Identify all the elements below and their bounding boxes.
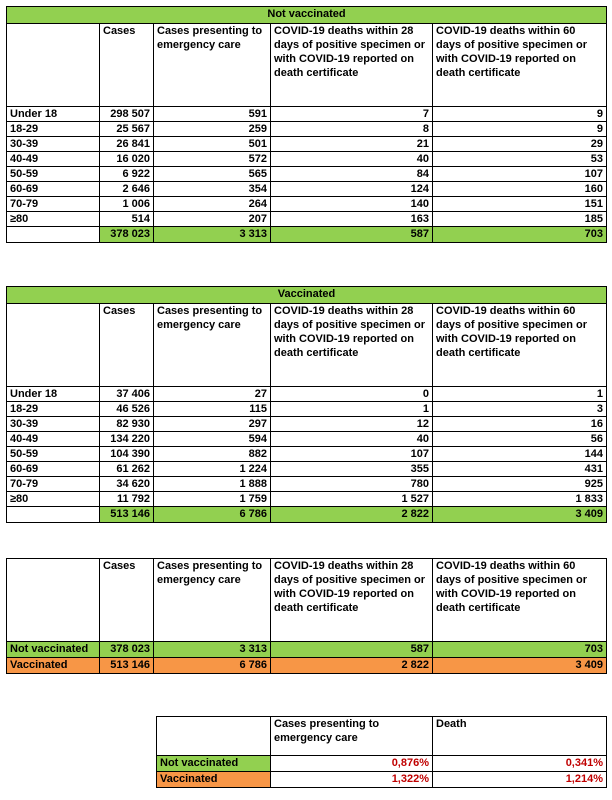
deaths-60-cell: 9 xyxy=(433,107,607,122)
deaths-60-cell: 56 xyxy=(433,432,607,447)
deaths-60-cell: 3 xyxy=(433,402,607,417)
emergency-cell: 591 xyxy=(154,107,271,122)
cases-cell: 34 620 xyxy=(100,477,154,492)
cases-cell: 1 006 xyxy=(100,197,154,212)
emergency-cell: 27 xyxy=(154,387,271,402)
deaths-28-cell: 1 xyxy=(271,402,433,417)
deaths-60-cell: 29 xyxy=(433,137,607,152)
emergency-cell: 207 xyxy=(154,212,271,227)
emergency-cell: 1 759 xyxy=(154,492,271,507)
cases-cell: 61 262 xyxy=(100,462,154,477)
deaths-28-cell: 780 xyxy=(271,477,433,492)
emergency-cell: 297 xyxy=(154,417,271,432)
col-header-emergency: Cases presenting to emergency care xyxy=(154,24,271,107)
deaths-60-cell: 107 xyxy=(433,167,607,182)
deaths-60-cell: 1 xyxy=(433,387,607,402)
summary-label-vaccinated: Vaccinated xyxy=(7,658,100,674)
deaths-28-cell: 1 527 xyxy=(271,492,433,507)
rates-label-vaccinated: Vaccinated xyxy=(157,772,271,788)
emergency-cell: 1 224 xyxy=(154,462,271,477)
emergency-cell: 354 xyxy=(154,182,271,197)
cases-cell: 6 922 xyxy=(100,167,154,182)
summary-label-not-vaccinated: Not vaccinated xyxy=(7,642,100,658)
cases-cell: 134 220 xyxy=(100,432,154,447)
summary-deaths-28: 2 822 xyxy=(271,658,433,674)
emergency-cell: 882 xyxy=(154,447,271,462)
deaths-28-cell: 21 xyxy=(271,137,433,152)
cases-cell: 16 020 xyxy=(100,152,154,167)
deaths-60-cell: 185 xyxy=(433,212,607,227)
rates-corner-cell xyxy=(157,717,271,756)
cases-cell: 11 792 xyxy=(100,492,154,507)
deaths-28-cell: 84 xyxy=(271,167,433,182)
deaths-60-cell: 16 xyxy=(433,417,607,432)
deaths-60-cell: 53 xyxy=(433,152,607,167)
age-label: 50-59 xyxy=(7,447,100,462)
emergency-cell: 1 888 xyxy=(154,477,271,492)
age-label: 30-39 xyxy=(7,137,100,152)
deaths-60-cell: 1 833 xyxy=(433,492,607,507)
age-label: Under 18 xyxy=(7,387,100,402)
total-deaths-28: 2 822 xyxy=(271,507,433,523)
age-label: 40-49 xyxy=(7,432,100,447)
age-label: 60-69 xyxy=(7,462,100,477)
rates-header-death: Death xyxy=(433,717,607,756)
age-label: 50-59 xyxy=(7,167,100,182)
total-label-cell xyxy=(7,227,100,243)
cases-cell: 82 930 xyxy=(100,417,154,432)
summary-deaths-28: 587 xyxy=(271,642,433,658)
deaths-60-cell: 144 xyxy=(433,447,607,462)
col-header-cases: Cases xyxy=(100,24,154,107)
rates-emergency-value: 0,876% xyxy=(271,756,433,772)
emergency-cell: 259 xyxy=(154,122,271,137)
total-deaths-60: 3 409 xyxy=(433,507,607,523)
vaccinated-table xyxy=(6,286,607,523)
cases-cell: 26 841 xyxy=(100,137,154,152)
age-label: Under 18 xyxy=(7,107,100,122)
rates-table xyxy=(156,716,607,788)
col-header-cases: Cases xyxy=(100,559,154,642)
total-cases: 378 023 xyxy=(100,227,154,243)
vaccinated-title: Vaccinated xyxy=(7,287,607,304)
cases-cell: 37 406 xyxy=(100,387,154,402)
total-cases: 513 146 xyxy=(100,507,154,523)
deaths-28-cell: 40 xyxy=(271,432,433,447)
rates-death-value: 1,214% xyxy=(433,772,607,788)
col-header-emergency: Cases presenting to emergency care xyxy=(154,304,271,387)
summary-deaths-60: 703 xyxy=(433,642,607,658)
age-label: 70-79 xyxy=(7,477,100,492)
cases-cell: 104 390 xyxy=(100,447,154,462)
rates-header-emergency: Cases presenting to emergency care xyxy=(271,717,433,756)
age-label: 30-39 xyxy=(7,417,100,432)
not-vaccinated-title: Not vaccinated xyxy=(7,7,607,24)
corner-cell xyxy=(7,304,100,387)
deaths-28-cell: 107 xyxy=(271,447,433,462)
deaths-28-cell: 8 xyxy=(271,122,433,137)
summary-emergency: 6 786 xyxy=(154,658,271,674)
summary-deaths-60: 3 409 xyxy=(433,658,607,674)
deaths-60-cell: 925 xyxy=(433,477,607,492)
total-emergency: 6 786 xyxy=(154,507,271,523)
not-vaccinated-table xyxy=(6,6,607,243)
col-header-deaths-28: COVID-19 deaths within 28 days of positive specimen or with COVID-19 reported on death certificate xyxy=(271,304,433,387)
deaths-28-cell: 12 xyxy=(271,417,433,432)
deaths-28-cell: 140 xyxy=(271,197,433,212)
cases-cell: 2 646 xyxy=(100,182,154,197)
total-emergency: 3 313 xyxy=(154,227,271,243)
corner-cell xyxy=(7,24,100,107)
rates-death-value: 0,341% xyxy=(433,756,607,772)
emergency-cell: 572 xyxy=(154,152,271,167)
summary-table xyxy=(6,558,607,674)
emergency-cell: 594 xyxy=(154,432,271,447)
deaths-60-cell: 9 xyxy=(433,122,607,137)
deaths-28-cell: 0 xyxy=(271,387,433,402)
emergency-cell: 264 xyxy=(154,197,271,212)
summary-cases: 378 023 xyxy=(100,642,154,658)
deaths-28-cell: 355 xyxy=(271,462,433,477)
total-label-cell xyxy=(7,507,100,523)
cases-cell: 298 507 xyxy=(100,107,154,122)
col-header-cases: Cases xyxy=(100,304,154,387)
age-label: 60-69 xyxy=(7,182,100,197)
deaths-28-cell: 7 xyxy=(271,107,433,122)
deaths-28-cell: 40 xyxy=(271,152,433,167)
deaths-28-cell: 124 xyxy=(271,182,433,197)
col-header-deaths-60: COVID-19 deaths within 60 days of positive specimen or with COVID-19 reported on death certificate xyxy=(433,559,607,642)
cases-cell: 25 567 xyxy=(100,122,154,137)
emergency-cell: 565 xyxy=(154,167,271,182)
age-label: 70-79 xyxy=(7,197,100,212)
emergency-cell: 115 xyxy=(154,402,271,417)
corner-cell xyxy=(7,559,100,642)
cases-cell: 46 526 xyxy=(100,402,154,417)
age-label: ≥80 xyxy=(7,212,100,227)
cases-cell: 514 xyxy=(100,212,154,227)
col-header-deaths-28: COVID-19 deaths within 28 days of positive specimen or with COVID-19 reported on death certificate xyxy=(271,24,433,107)
age-label: 18-29 xyxy=(7,402,100,417)
deaths-60-cell: 431 xyxy=(433,462,607,477)
age-label: 18-29 xyxy=(7,122,100,137)
summary-cases: 513 146 xyxy=(100,658,154,674)
deaths-28-cell: 163 xyxy=(271,212,433,227)
total-deaths-28: 587 xyxy=(271,227,433,243)
col-header-deaths-60: COVID-19 deaths within 60 days of positive specimen or with COVID-19 reported on death certificate xyxy=(433,24,607,107)
age-label: 40-49 xyxy=(7,152,100,167)
rates-label-not-vaccinated: Not vaccinated xyxy=(157,756,271,772)
total-deaths-60: 703 xyxy=(433,227,607,243)
emergency-cell: 501 xyxy=(154,137,271,152)
deaths-60-cell: 160 xyxy=(433,182,607,197)
age-label: ≥80 xyxy=(7,492,100,507)
rates-emergency-value: 1,322% xyxy=(271,772,433,788)
deaths-60-cell: 151 xyxy=(433,197,607,212)
col-header-deaths-60: COVID-19 deaths within 60 days of positive specimen or with COVID-19 reported on death certificate xyxy=(433,304,607,387)
col-header-deaths-28: COVID-19 deaths within 28 days of positive specimen or with COVID-19 reported on death certificate xyxy=(271,559,433,642)
col-header-emergency: Cases presenting to emergency care xyxy=(154,559,271,642)
summary-emergency: 3 313 xyxy=(154,642,271,658)
